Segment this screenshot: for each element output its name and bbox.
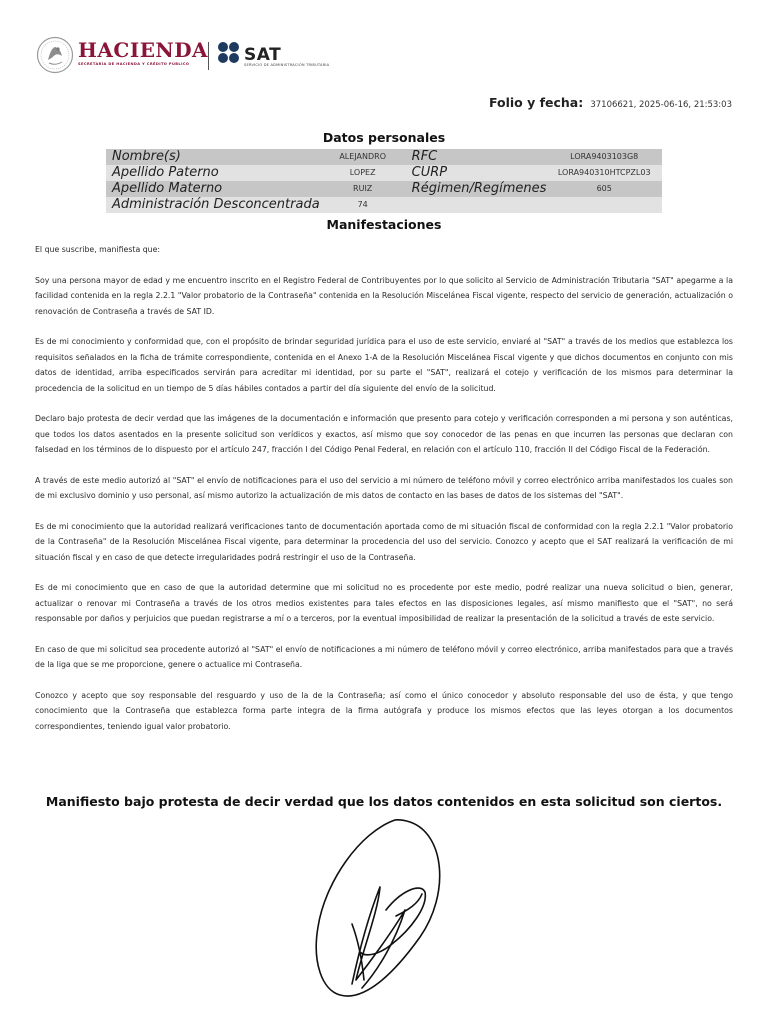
table-row (106, 181, 662, 197)
hacienda-logo-text: HACIENDA (78, 38, 209, 62)
regimen-label: Régimen/Regímenes (406, 181, 547, 197)
paragraph: A través de este medio autorizó al "SAT" el envío de notificaciones para el uso del servicio a mi número de teléfono móvil y correo electrónico arriba manifestados los cuales son de mi exclusivo dominio y uso personal, así mismo autorizo la actualización de mis datos de contacto en las bases de datos de los sistemas del "SAT". (35, 475, 733, 500)
handwritten-signature (300, 812, 470, 1012)
paragraph: El que suscribe, manifiesta que: (35, 245, 161, 254)
paragraph: En caso de que mi solicitud sea procedente autorizó al "SAT" el envío de notificaciones a mi número de teléfono móvil y correo electrónico, arriba manifestados para que a través de la liga que se me proporcione, genere o actualice mi Contraseña. (35, 644, 733, 669)
rfc-value: LORA9403103G8 (546, 149, 662, 165)
apellido-materno-label: Apellido Materno (106, 181, 320, 197)
manifestaciones-body (35, 242, 733, 749)
nombre-label: Nombre(s) (106, 149, 320, 165)
paragraph: Es de mi conocimiento que la autoridad realizará verificaciones tanto de documentación aportada como de mi situación fiscal de conformidad con la regla 2.2.1 "Valor probatorio de la Contraseña" de la Resolución Miscelánea Fiscal vigente, para determinar la procedencia del uso del servicio. Conozco y acepto que el SAT realizará la verificación de mi situación fiscal y en caso de que detecte irregularidades podrá restringir el uso de la Contraseña. (35, 521, 733, 562)
empty-value (546, 197, 662, 213)
declaration-statement: Manifiesto bajo protesta de decir verdad que los datos contenidos en esta solicitud son ciertos. (45, 794, 723, 809)
folio-value: 37106621, 2025-06-16, 21:53:03 (590, 100, 732, 110)
curp-label: CURP (406, 165, 547, 181)
datos-personales-title: Datos personales (322, 130, 446, 145)
hacienda-subtitle: SECRETARÍA DE HACIENDA Y CRÉDITO PÚBLICO (78, 62, 190, 66)
apellido-paterno-label: Apellido Paterno (106, 165, 320, 181)
sat-subtitle: SERVICIO DE ADMINISTRACIÓN TRIBUTARIA (244, 63, 330, 67)
sat-logo-text: SAT (244, 45, 282, 65)
paragraph: Declaro bajo protesta de decir verdad que las imágenes de la documentación e información que presento para cotejo y verificación corresponden a mi persona y son auténticas, que todos los datos asentados en la presente solicitud son verídicos y exactos, así mismo que soy conocedor de las penas en que incurren las personas que declaran con falsedad en los términos de lo dispuesto por el artículo 247, fracción I del Código Penal Federal, en relación con el artículo 110, fracción II del Código Fiscal de la Federación. (35, 414, 733, 454)
apellido-paterno-value: LOPEZ (320, 165, 406, 181)
national-seal-icon (36, 36, 74, 74)
header (36, 36, 356, 76)
curp-value: LORA940310HTCPZL03 (546, 165, 662, 181)
empty-label (406, 197, 547, 213)
sat-logo-icon (216, 41, 244, 69)
paragraph: Es de mi conocimiento que en caso de que la autoridad determine que mi solicitud no es procedente por este medio, podré realizar una nueva solicitud o bien, generar, actualizar o renovar mi Contraseña a través de los otros medios existentes para tales efectos en las disposiciones legales, así mismo manifiesto que el "SAT", no será responsable por daños y perjuicios que puedan registrarse a mí o a terceros, por la eventual imposibilidad de realizar la presentación de la solicitud a través de este servicio. (35, 583, 733, 623)
rfc-label: RFC (406, 149, 547, 165)
administracion-value: 74 (320, 197, 406, 213)
table-row (106, 149, 662, 165)
paragraph: Es de mi conocimiento y conformidad que, con el propósito de brindar seguridad jurídica para el uso de este servicio, enviaré al "SAT" a través de los medios que establezca los requisitos señalados en la ficha de trámite correspondiente, contenida en el Anexo 1-A de la Resolución Miscelánea Fiscal vigente y que dichos documentos en conjunto con mis datos de identidad, arriba especificados servirán para acreditar mi identidad, por su parte el "SAT", realizará el cotejo y verificación de los mismos para determinar la procedencia de la solicitud en un tiempo de 5 días hábiles contados a partir del día siguiente del envío de la solicitud. (35, 337, 733, 393)
paragraph: Soy una persona mayor de edad y me encuentro inscrito en el Registro Federal de Contribuyentes por lo que solicito al Servicio de Administración Tributaria "SAT" apegarme a la facilidad contenida en la regla 2.2.1 "Valor probatorio de la Contraseña" contenida en la Resolución Miscelánea Fiscal vigente, respecto del servicio de generación, actualización o renovación de Contraseña a través de SAT ID. (35, 275, 733, 316)
folio-label: Folio y fecha: (488, 95, 584, 110)
header-divider (208, 42, 209, 70)
folio-line (489, 92, 732, 111)
table-row (106, 197, 662, 213)
regimen-value: 605 (546, 181, 662, 197)
apellido-materno-value: RUIZ (320, 181, 406, 197)
administracion-label: Administración Desconcentrada (106, 197, 320, 213)
table-row (106, 165, 662, 181)
nombre-value: ALEJANDRO (320, 149, 406, 165)
manifestaciones-title: Manifestaciones (326, 217, 442, 232)
personal-data-table (106, 149, 662, 213)
paragraph: Conozco y acepto que soy responsable del resguardo y uso de la de la Contraseña; así como el único conocedor y absoluto responsable del uso de ésta, y que tengo conocimiento que la Contraseña que establezca forma parte integra de la firma autógrafa y produce los mismos efectos que las leyes otorgan a los documentos correspondientes, teniendo igual valor probatorio. (35, 690, 733, 731)
